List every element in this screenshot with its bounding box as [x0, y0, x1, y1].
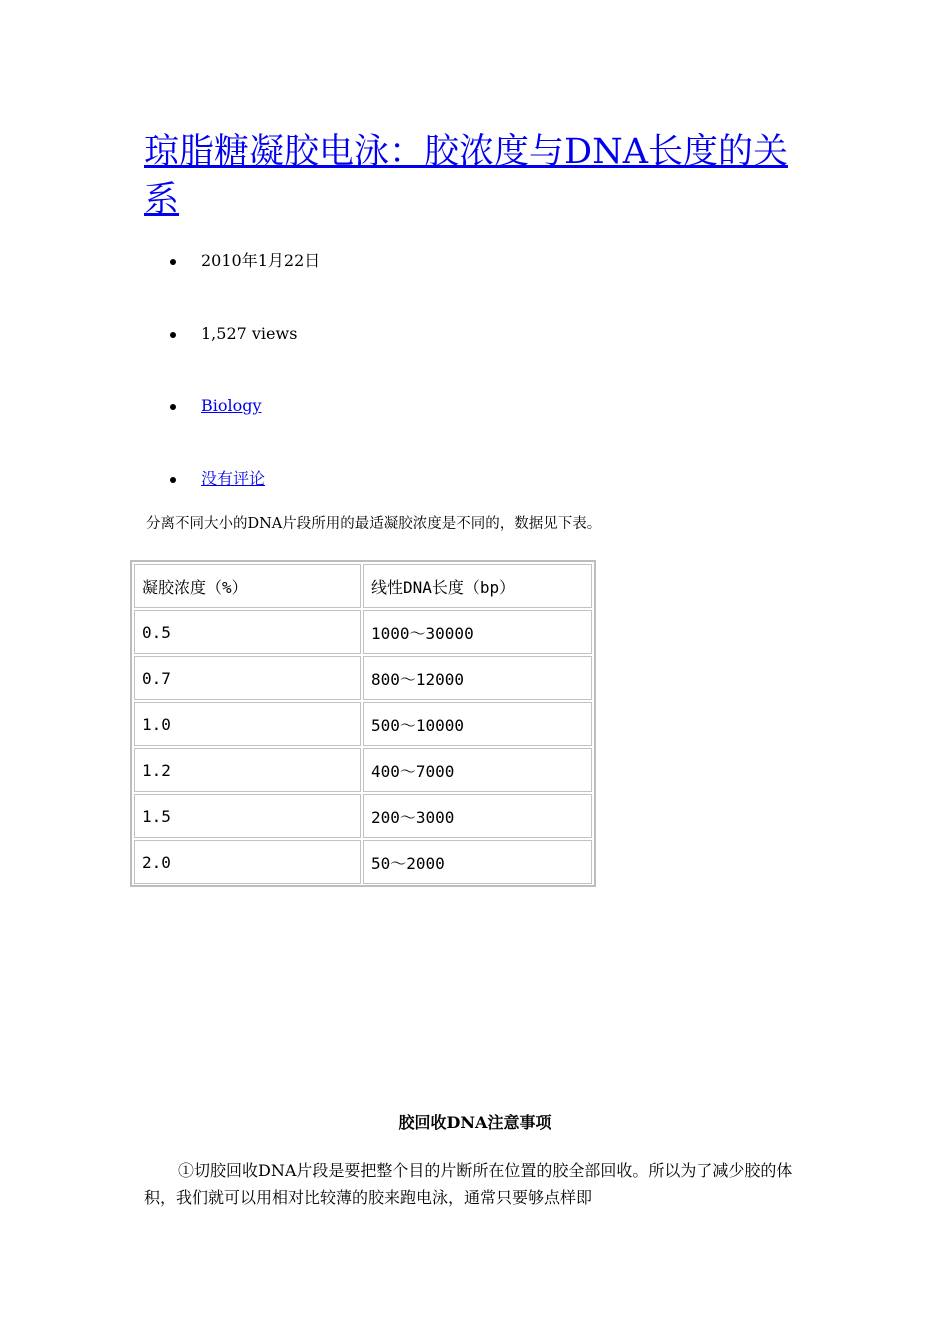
table-cell: 400～7000: [363, 748, 592, 792]
table-cell: 0.5: [134, 610, 361, 654]
table-row: [134, 840, 592, 884]
table-cell: 0.7: [134, 656, 361, 700]
meta-views-text: 1,527 views: [201, 323, 298, 343]
table-cell: 1.0: [134, 702, 361, 746]
table-cell: 2.0: [134, 840, 361, 884]
gel-concentration-table: [130, 560, 596, 887]
table-row: [134, 610, 592, 654]
table-cell: 1.5: [134, 794, 361, 838]
bullet-icon: [170, 259, 176, 265]
meta-category: [170, 383, 320, 456]
meta-date-text: 2010年1月22日: [201, 251, 321, 270]
table-header-row: [134, 564, 592, 608]
table-cell: 1000～30000: [363, 610, 592, 654]
meta-date: [170, 238, 320, 311]
bullet-icon: [170, 332, 176, 338]
bullet-icon: [170, 477, 176, 483]
bullet-icon: [170, 404, 176, 410]
category-link[interactable]: Biology: [201, 396, 262, 415]
table-row: [134, 656, 592, 700]
table-cell: 200～3000: [363, 794, 592, 838]
comments-link[interactable]: 没有评论: [201, 468, 266, 488]
table-row: [134, 748, 592, 792]
body-paragraph: ①切胶回收DNA片段是要把整个目的片断所在位置的胶全部回收。所以为了减少胶的体积，我们就可以用相对比较薄的胶来跑电泳，通常只要够点样即: [144, 1161, 793, 1207]
table-cell: 500～10000: [363, 702, 592, 746]
section-heading: 胶回收DNA注意事项: [398, 1113, 552, 1132]
post-meta-list: [170, 238, 320, 528]
article-title-link[interactable]: 琼脂糖凝胶电泳：胶浓度与DNA长度的关系: [144, 132, 788, 220]
meta-views: [170, 311, 320, 384]
table-row: [134, 702, 592, 746]
intro-text: 分离不同大小的DNA片段所用的最适凝胶浓度是不同的，数据见下表。: [146, 516, 602, 532]
header-cell: 线性DNA长度（bp）: [363, 564, 592, 608]
table-cell: 1.2: [134, 748, 361, 792]
table-cell: 50～2000: [363, 840, 592, 884]
table-cell: 800～12000: [363, 656, 592, 700]
table-row: [134, 794, 592, 838]
header-cell: 凝胶浓度（%）: [134, 564, 361, 608]
